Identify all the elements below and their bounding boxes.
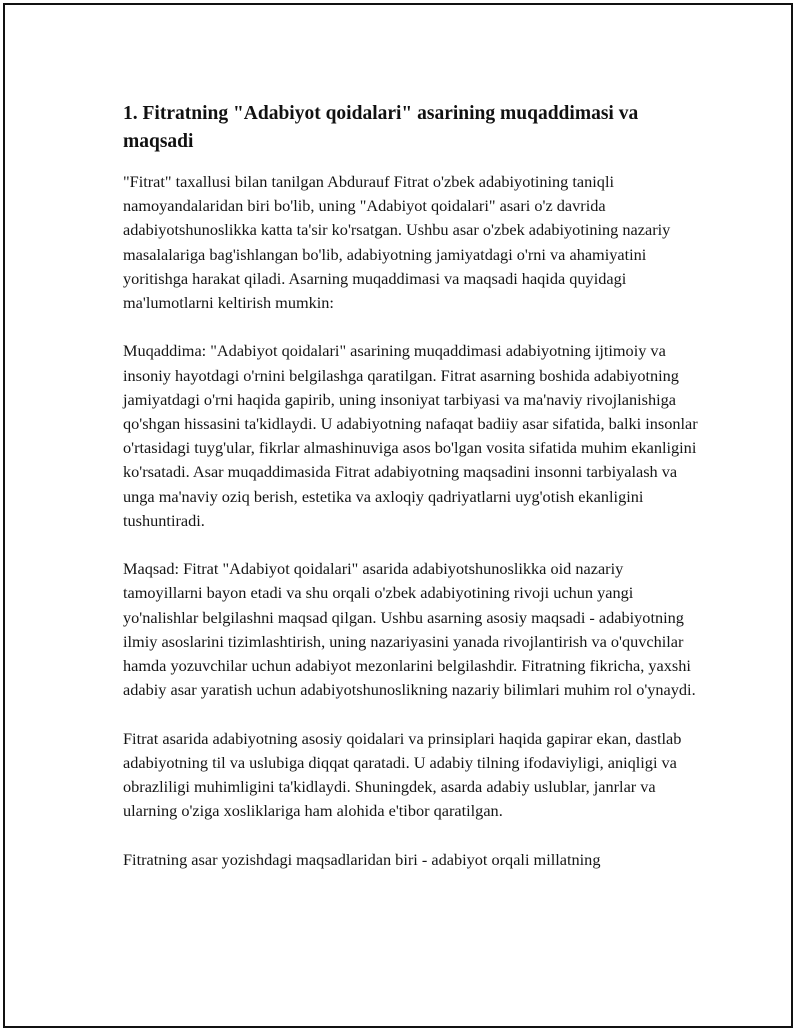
closing-paragraph: Fitratning asar yozishdagi maqsadlaridan biri - adabiyot orqali millatning [123, 849, 601, 869]
maqsad-paragraph: Maqsad: Fitrat "Adabiyot qoidalari" asarida adabiyotshunoslikka oid nazariy tamoyillarni bayon etadi va shu orqali o'zbek adabiyotining rivoji uchun yangi yo'nalishlar belgilashni maqsad qilgan. Ushbu asarning asosiy maqsadi - adabiyotning ilmiy asoslarini tizimlashtirish, uning nazariyasini yanada rivojlantirish va o'quvchilar hamda yozuvchilar uchun adabiyot mezonlarini belgilashdir. Fitratning fikricha, yaxshi adabiy asar yaratish uchun adabiyotshunoslikning nazariy bilimlari muhim rol o'ynaydi. [123, 559, 696, 700]
muqaddima-paragraph: Muqaddima: "Adabiyot qoidalari" asarining muqaddimasi adabiyotning ijtimoiy va insoniy hayotdagi o'rnini belgilashga qaratilgan. Fitrat asarning boshida adabiyotning jamiyatdagi o'rni haqida gapirib, uning insoniyat tarbiyasi va ma'naviy rivojlanishiga qo'shgan hissasini ta'kidlaydi. U adabiyotning nafaqat badiiy asar sifatida, balki insonlar o'rtasidagi tuyg'ular, fikrlar almashinuviga asos bo'lgan vosita sifatida muhim ekanligini ko'rsatadi. Asar muqaddimasida Fitrat adabiyotning maqsadini insonni tarbiyalash va unga ma'naviy oziq berish, estetika va axloqiy qadriyatlarni uyg'otish ekanligini tushuntiradi. [123, 341, 698, 530]
section-heading: 1. Fitratning "Adabiyot qoidalari" asarining muqaddimasi va maqsadi [123, 103, 639, 152]
qoidalar-paragraph: Fitrat asarida adabiyotning asosiy qoidalari va prinsiplari haqida gapirar ekan, dastlab adabiyotning til va uslubiga diqqat qaratadi. U adabiy tilning ifodaviyligi, aniqligi va obrazliligi muhimligini ta'kidlaydi. Shuningdek, asarda adabiy uslublar, janrlar va ularning o'ziga xosliklariga ham alohida e'tibor qaratilgan. [123, 728, 682, 821]
page-frame [3, 3, 793, 1028]
intro-paragraph: "Fitrat" taxallusi bilan tanilgan Abdurauf Fitrat o'zbek adabiyotining taniqli namoyandalaridan biri bo'lib, uning "Adabiyot qoidalari" asari o'z davrida adabiyotshunoslikka katta ta'sir ko'rsatgan. Ushbu asar o'zbek adabiyotining nazariy masalalariga bag'ishlangan bo'lib, adabiyotning jamiyatdagi o'rni va ahamiyatini yoritishga harakat qiladi. Asarning muqaddimasi va maqsadi haqida quyidagi ma'lumotlarni keltirish mumkin: [123, 172, 671, 313]
document-body [123, 100, 698, 896]
